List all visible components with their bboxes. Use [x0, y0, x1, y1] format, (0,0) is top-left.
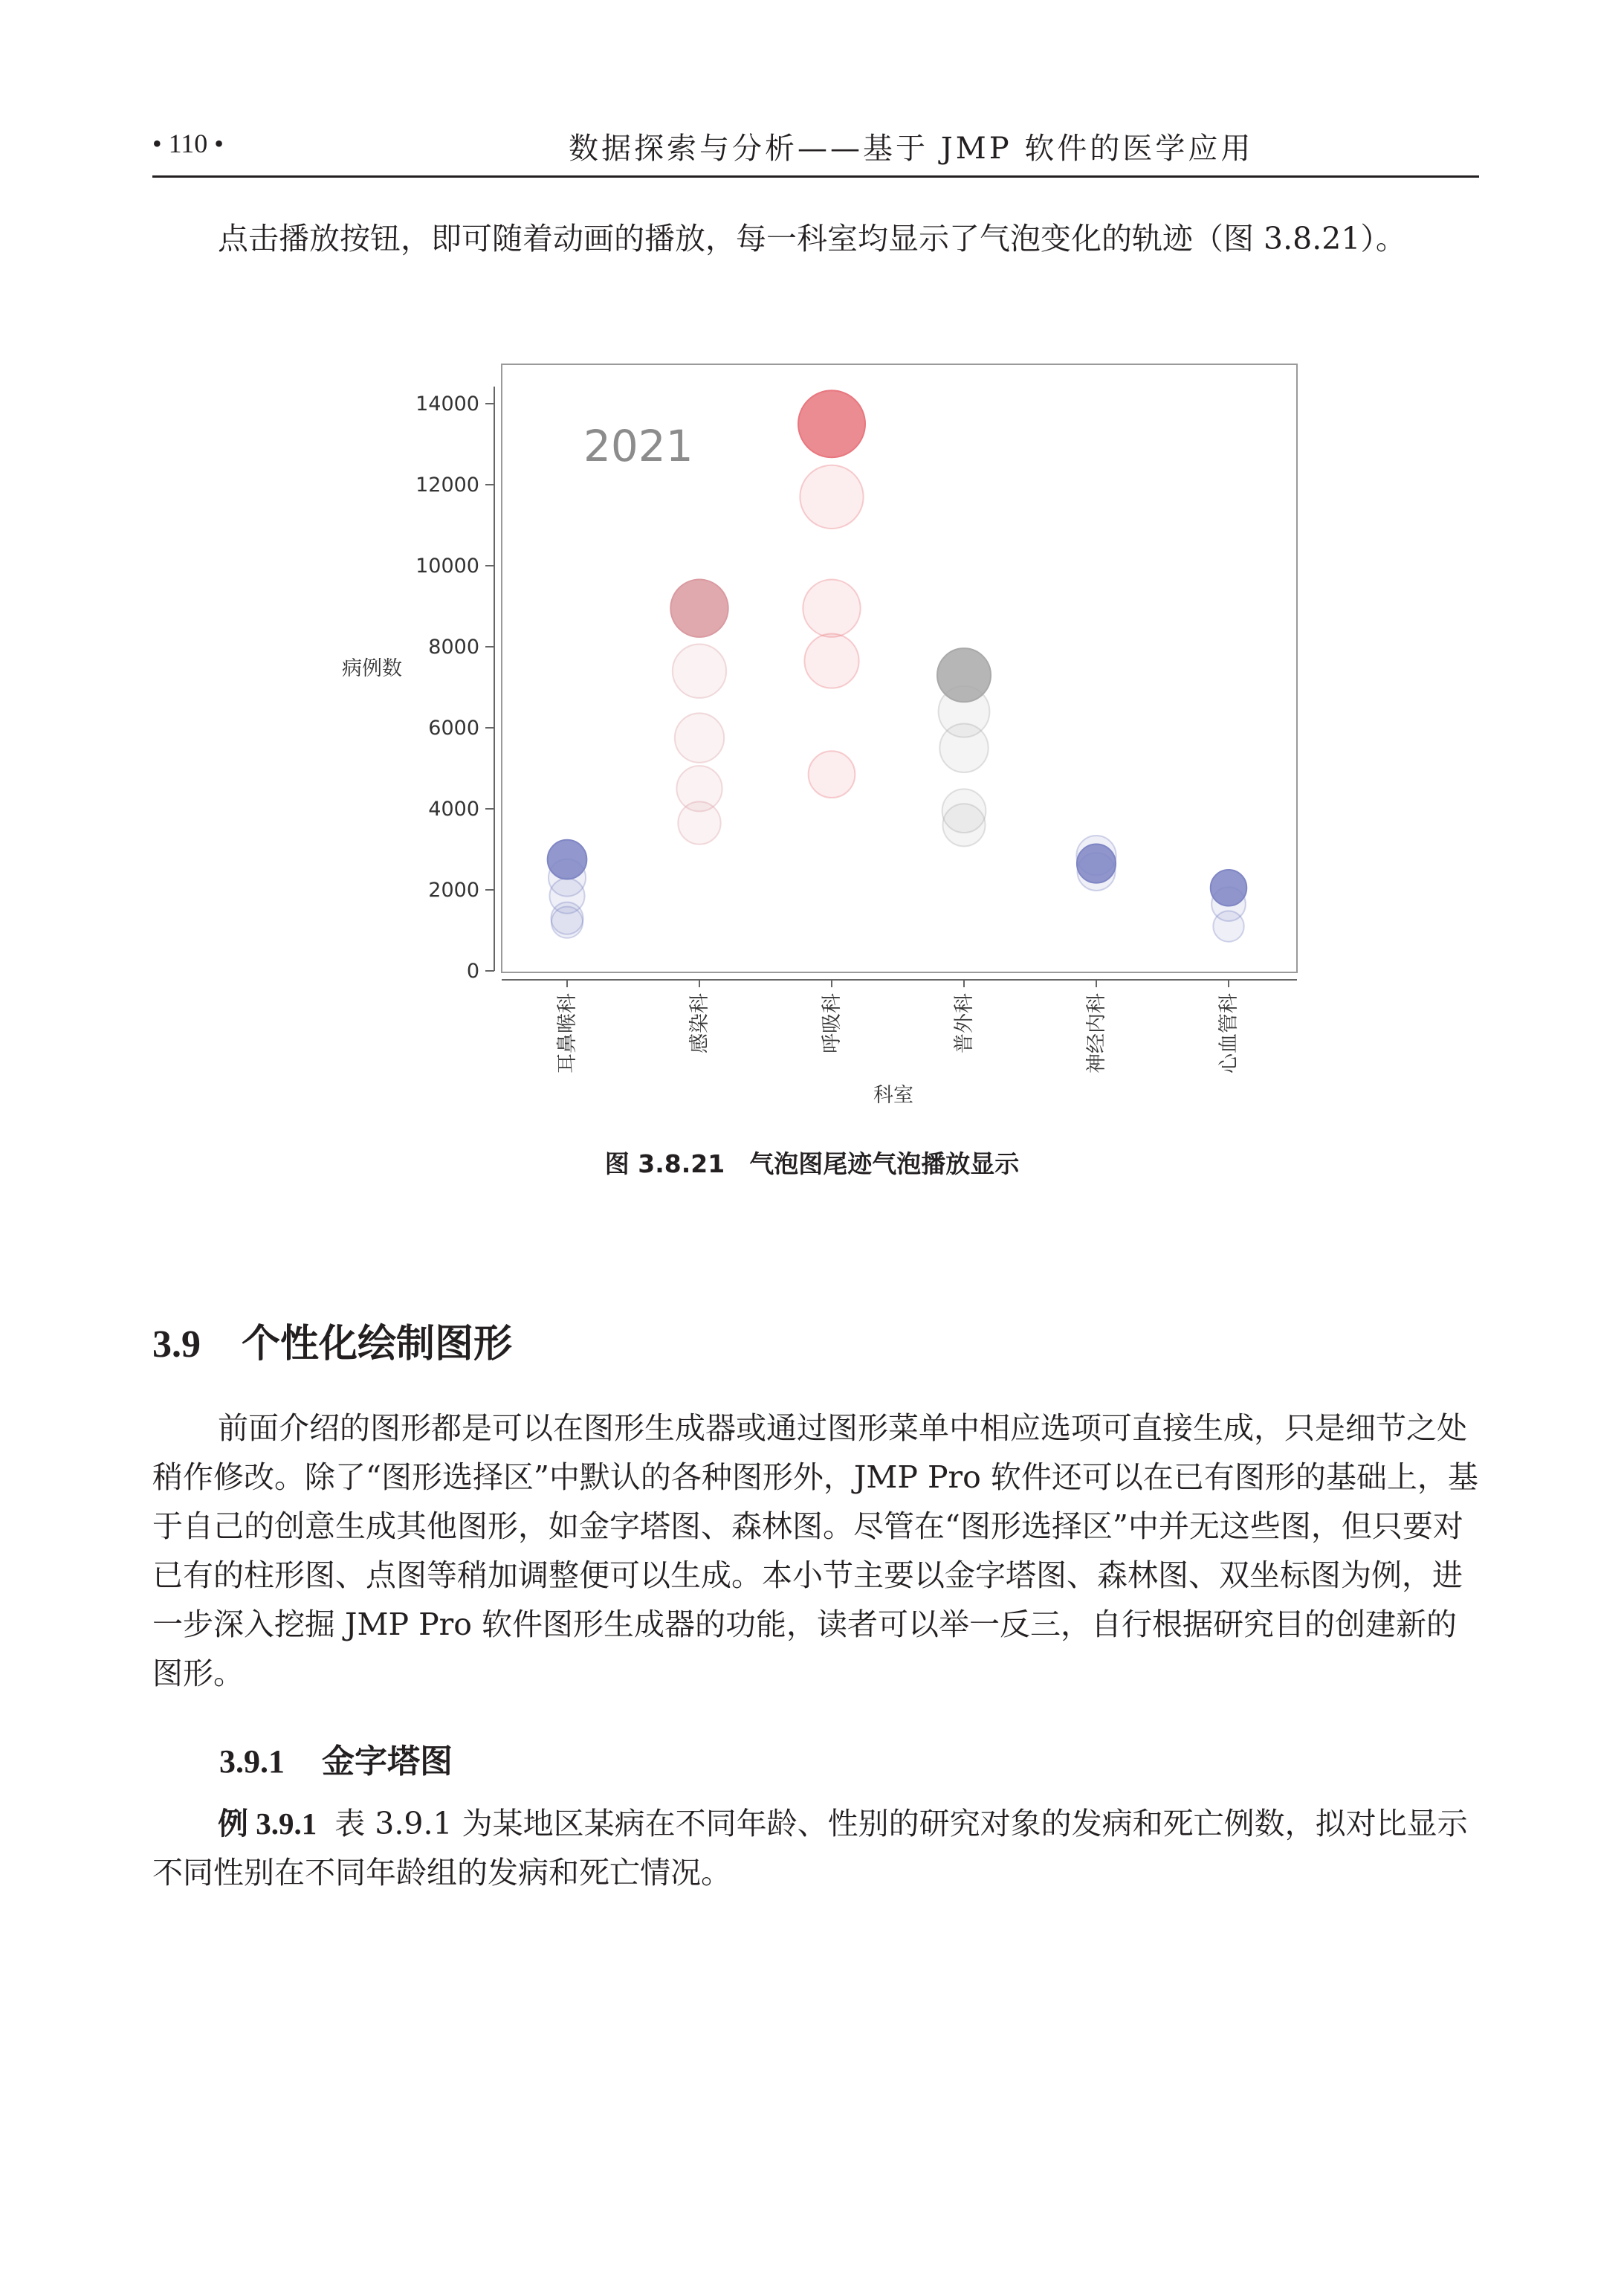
- figure-caption: 图 3.8.21 气泡图尾迹气泡播放显示: [604, 1149, 1020, 1178]
- y-tick-label: 14000: [415, 393, 479, 416]
- trail-bubble: [676, 766, 722, 811]
- example-text: 表 3.9.1 为某地区某病在不同年龄、性别的研究对象的发病和死亡例数，拟对比显示不同性别在不同年龄组的发病和死亡情况。: [152, 1806, 1468, 1890]
- y-tick-label: 4000: [428, 798, 479, 821]
- x-tick-label: 呼吸科: [821, 993, 844, 1053]
- x-tick-label: 感染科: [688, 993, 711, 1053]
- y-tick-label: 10000: [415, 555, 479, 578]
- current-bubble: [670, 580, 728, 637]
- section-number: 3.9: [152, 1323, 201, 1366]
- y-axis: [415, 387, 494, 983]
- bubble-chart: [312, 349, 1353, 1130]
- y-tick-label: 0: [466, 960, 479, 983]
- x-tick-label: 心血管科: [1217, 993, 1240, 1073]
- current-bubble: [1077, 845, 1116, 883]
- current-bubble: [548, 840, 587, 879]
- section-heading: [152, 1312, 512, 1368]
- trail-bubble: [804, 633, 858, 688]
- subsection-number: 3.9.1: [219, 1743, 285, 1780]
- trail-bubble: [942, 789, 986, 833]
- subsection-heading: [219, 1734, 453, 1782]
- x-tick-label: 神经内科: [1085, 993, 1108, 1073]
- y-axis-title: 病例数: [342, 657, 402, 680]
- trail-bubble: [809, 751, 855, 798]
- y-tick-label: 6000: [428, 717, 479, 740]
- trail-bubble: [675, 713, 724, 762]
- intro-text: 点击播放按钮，即可随着动画的播放，每一科室均显示了气泡变化的轨迹（图 3.8.21）。: [218, 221, 1406, 256]
- intro-paragraph: [152, 214, 1479, 263]
- running-header: [152, 125, 1479, 171]
- current-bubble: [937, 648, 991, 702]
- current-bubble: [798, 390, 865, 457]
- x-axis-title: 科室: [873, 1084, 913, 1107]
- trail-bubble: [673, 645, 726, 698]
- y-tick-label: 12000: [415, 474, 479, 497]
- year-label: 2021: [583, 421, 693, 471]
- section-paragraph: [152, 1404, 1479, 1698]
- example-label: 例 3.9.1: [218, 1806, 317, 1841]
- section-title: 个性化绘制图形: [242, 1322, 513, 1366]
- example-paragraph: [152, 1799, 1479, 1897]
- running-title: 数据探索与分析——基于 JMP 软件的医学应用: [569, 132, 1254, 166]
- x-tick-label: 耳鼻喉科: [556, 993, 579, 1073]
- y-tick-label: 2000: [428, 879, 479, 902]
- header-rule: [152, 175, 1479, 178]
- section-body-text: 前面介绍的图形都是可以在图形生成器或通过图形菜单中相应选项可直接生成，只是细节之处稍作修改。除了“图形选择区”中默认的各种图形外，JMP Pro 软件还可以在已有图形的基础上，基于自己的创意生成其他图形，如金字塔图、森林图。尽管在“图形选择区”中并无这些图，但只要对已有的柱形图、点图等稍加调整便可以生成。本小节主要以金字塔图、森林图、双坐标图为例，进一步深入挖掘 JMP Pro 软件图形生成器的功能，读者可以举一反三，自行根据研究目的创建新的图形。: [152, 1410, 1478, 1691]
- subsection-title: 金字塔图: [322, 1743, 453, 1780]
- trail-bubble: [803, 580, 860, 637]
- current-bubble: [1211, 870, 1246, 905]
- trail-bubble: [800, 465, 863, 529]
- y-tick-label: 8000: [428, 636, 479, 659]
- x-axis: [502, 980, 1297, 1073]
- page-number: • 110 •: [152, 129, 224, 158]
- x-tick-label: 普外科: [953, 993, 976, 1053]
